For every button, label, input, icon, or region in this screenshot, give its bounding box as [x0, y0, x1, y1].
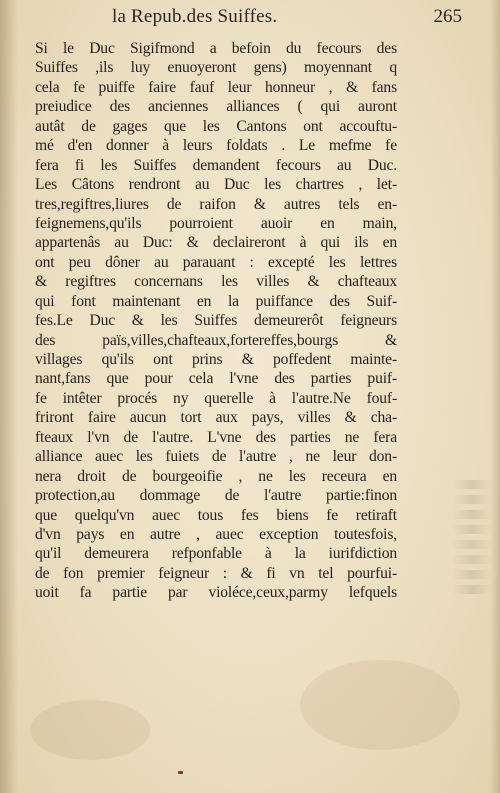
text-line: Suiffes ,ils luy enuoyeront gens) moyennant q	[35, 59, 397, 77]
page-edge-shadow	[490, 0, 500, 793]
text-line: nant,fans que pour cela l'vne des parties puif-	[35, 370, 397, 388]
running-head: la Repub.des Suiffes.	[112, 6, 278, 27]
text-line: tres,regiftres,liures de raifon & autres tels en-	[35, 195, 397, 213]
text-line: de fon premier feigneur : & fi vn tel pourfui-	[35, 564, 397, 582]
text-line: alliance auec les fuiets de l'autre , ne leur don-	[35, 448, 397, 466]
paper-stain	[30, 700, 150, 760]
text-line: qu'il demeurera refponfable à la iurifdiction	[35, 545, 397, 563]
show-through-mark	[452, 540, 492, 549]
text-line: nera droit de bourgeoifie , ne les receura en	[35, 467, 397, 485]
show-through-mark	[452, 570, 492, 579]
text-line: villages qu'ils ont prins & poffedent mainte-	[35, 351, 397, 368]
text-line: preiudice des anciennes alliances ( qui auront	[35, 98, 397, 116]
show-through-mark	[452, 495, 492, 504]
text-line: friront faire aucun tort aux pays, villes & cha-	[35, 409, 397, 427]
paper-stain	[300, 660, 460, 750]
text-line: protection,au dommage de l'autre partie:finon	[35, 487, 397, 505]
show-through-mark	[452, 555, 492, 564]
show-through-mark	[452, 480, 492, 489]
text-line: que quelqu'vn auec tous fes biens fe retiraft	[35, 506, 397, 524]
text-line: Les Câtons rendront au Duc les chartres , let-	[35, 176, 397, 194]
text-line: ont peu dôner au parauant : excepté les lettres	[35, 253, 397, 271]
body-text	[35, 39, 397, 603]
text-line: appartenâs au Duc: & declaireront à qui ils en	[35, 234, 397, 252]
text-line: autât de gages que les Cantons ont accouftu-	[35, 117, 397, 135]
text-line: d'vn pays en autre , auec exception toutesfois,	[35, 525, 397, 543]
page-number: 265	[433, 6, 462, 27]
text-line: mé d'en donner à leurs foldats . Le mefme fe	[35, 137, 397, 155]
text-line: des païs,villes,chafteaux,fortereffes,bourgs &	[35, 331, 397, 349]
show-through-mark	[452, 510, 492, 519]
text-line: Si le Duc Sigifmond a befoin du fecours des	[35, 40, 397, 57]
show-through-mark	[452, 585, 492, 594]
text-line: & regiftres concernans les villes & chafteaux	[35, 273, 397, 291]
text-line: qui font maintenant en la puiffance des Suif-	[35, 292, 397, 310]
text-line: feignemens,qu'ils pourroient auoir en main,	[35, 214, 397, 232]
page-header	[112, 6, 462, 30]
binding-shadow	[0, 0, 18, 793]
text-line: fe intêter procés ny querelle à l'autre.Ne fouf-	[35, 389, 397, 407]
show-through-mark	[452, 525, 492, 534]
text-line: fera fi les Suiffes demandent fecours au Duc.	[35, 156, 397, 174]
text-line: fes.Le Duc & les Suiffes demeurerôt feigneurs	[35, 312, 397, 330]
ink-spot	[178, 771, 183, 774]
text-line: uoit fa partie par violéce,ceux,parmy lefquels	[35, 584, 397, 602]
show-through-marks	[452, 480, 492, 620]
text-line: fteaux l'vn de l'autre. L'vne des parties ne fera	[35, 428, 397, 446]
text-line: cela fe puiffe faire fauf leur honneur , & fans	[35, 78, 397, 96]
